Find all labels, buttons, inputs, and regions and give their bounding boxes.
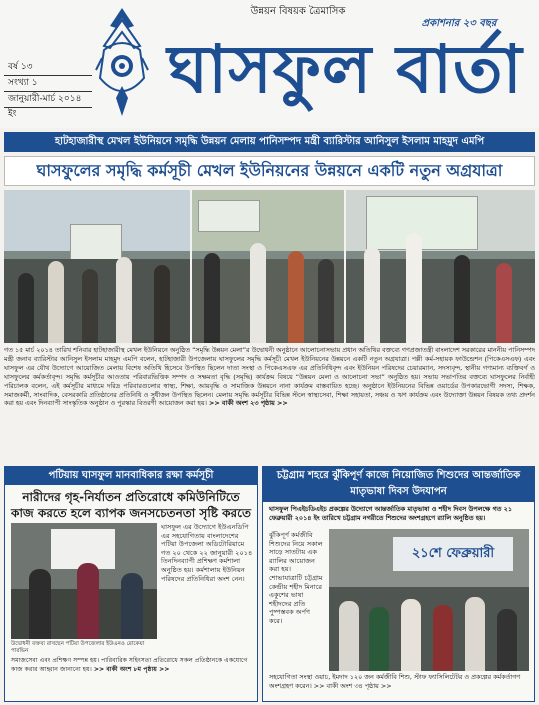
workshop-photo-caption: উদ্বোধনী বক্তব্য রাখছেন পটিয়া উপজেলার ইউএনও রোকেয়া পারভিন (11, 641, 145, 654)
photo-speakers (4, 190, 190, 343)
rally-banner: ২১শে ফেব্রুয়ারী (393, 537, 513, 571)
photo-stall-visit (192, 190, 344, 343)
language-day-tail: সহযোগিতা সংস্থা ওয়াচ, ইমদাদ ১২০ জন কর্মজীবি শিশু, স্টাফ ফ্যাসিলিটেটর ও প্রকল্পের কর্মকর্তাগণ অংশগ্রহণ করেন। >> বাকী অংশ ৩৪ পৃষ্ঠায় >> (269, 673, 521, 690)
issue-date: জানুয়ারী-মার্চ ২০১৪ ইং (4, 92, 92, 108)
issue-number: সংখ্যা ১ (4, 76, 92, 92)
rally-photo (329, 529, 529, 671)
photo-minister-speech (346, 190, 535, 343)
human-rights-continued: >> বাকী অংশ ৮ম পৃষ্ঠায় >> (93, 665, 170, 673)
issue-info (4, 60, 92, 119)
lead-article (4, 346, 535, 464)
masthead (0, 0, 539, 128)
human-rights-tail (11, 657, 253, 674)
language-day-lead: ঘাসফুল পিএইচডিএইচ প্রকল্পের উদ্যোগে আন্তর্জাতিক মাতৃভাষা ও শহীদ দিবস উপলক্ষে গত ২১ ফেব্রুয়ারী ২০১৪ ইং তারিখে চট্টগ্রাম নগরীতে শিশুদের অংশগ্রহণে র‍্যালি অনুষ্ঠিত হয়। (269, 505, 512, 522)
publication-subtitle: উন্নয়ন বিষয়ক ত্রৈমাসিক (250, 6, 346, 17)
language-day-story (262, 466, 535, 702)
language-day-tag: চট্টগ্রাম শহরে ঝুঁকিপূর্ণ কাজে নিয়োজিত শিশুদের আন্তর্জাতিক মাতৃভাষা দিবস উদযাপন (263, 467, 534, 502)
ghashful-logo-icon (94, 6, 150, 118)
newsletter-title: ঘাসফুল বার্তা (167, 31, 523, 108)
human-rights-column: ঘাসফুল এর উদ্যোগে ইউএনডিপি এর সহযোগিতায় বাংলাদেশের পটিয়া উপজেলা অডিটোরিয়ামে গত ২০ থেকে ২২ জানুয়ারী ২০১৪ তিনদিনব্যাপী প্রশিক্ষণ কর্মশালা অনুষ্ঠিত হয়। কর্মশালায় ইউনিয়ন পরিষদের প্রতিনিধিরা অংশ নেন। (161, 523, 253, 583)
sub-headline: ঘাসফুলের সমৃদ্ধি কর্মসূচী মেখল ইউনিয়নের উন্নয়নে একটি নতুন অগ্রযাত্রা (4, 156, 535, 186)
human-rights-tag: পটিয়ায় ঘাসফুল মানবাধিকার রক্ষা কর্মসূচী (5, 467, 257, 485)
photo-strip (4, 190, 535, 343)
main-headline: হাটহাজারীস্থ মেখল ইউনিয়নে সমৃদ্ধি উন্নয়ন মেলায় পানিসম্পদ মন্ত্রী ব্যারিস্টার আনিসুল ইসলাম মাহমুদ এমপি (4, 132, 535, 152)
workshop-photo (11, 523, 157, 639)
lead-article-body: গত ১৫ মার্চ ২০১৪ তারিখ শনিবার হাটহাজারীস্থ মেখল ইউনিয়নে অনুষ্ঠিত “সমৃদ্ধি উন্নয়ন মেলা”র উদ্বোধনী অনুষ্ঠানে আলোচনাসভায় প্রধান অতিথির বক্তব্যে গণপ্রজাতন্ত্রী বাংলাদেশ সরকারের মাননীয় পানিসম্পদ মন্ত্রী জনাব ব্যারিস্টার আনিসুল ইসলাম মাহমুদ এমপি বলেন, হাটহাজারী উপজেলায় ঘাসফুলের সমৃদ্ধি কর্মসূচী মেখল ইউনিয়নের উন্নয়নে একটি নতুন অগ্রযাত্রা। পল্লী কর্ম-সহায়ক ফাউন্ডেশন (পিকেএসএফ) এবং ঘাসফুল এর যৌথ উদ্যোগে আয়োজিত মেলায় বিশেষ অতিথি হিসেবে উপস্থিত ছিলেন দাতা সংস্থা ও পিকেএসএফ এর প্রতিনিধিবৃন্দ এবং ইউনিয়ন পরিষদের চেয়ারম্যান, সদস্যবৃন্দ, স্থানীয় গণ্যমান্য ব্যক্তিবর্গ ও ঘাসফুলের কর্মকর্তাবৃন্দ। সমৃদ্ধি কর্মসূচীর আওতায় পরিবারভিত্তিক সম্পদ ও সক্ষমতা বৃদ্ধি (সমৃদ্ধি) কার্যক্রম বিষয়ে “উন্নয়ন মেলা ও আলোচনা সভা” অনুষ্ঠিত হয়। সভায় সভাপতির বক্তব্যে ঘাসফুলের নির্বাহী পরিচালক বলেন, এই কর্মসূচীর মাধ্যমে দরিদ্র পরিবারগুলোর স্বাস্থ্য, শিক্ষা, আয়বৃদ্ধি ও সামাজিক উন্নয়নে নানা কার্যক্রম বাস্তবায়িত হচ্ছে। অনুষ্ঠানে ইউনিয়নের বিভিন্ন ওয়ার্ডের উপকারভোগী সদস্য, শিক্ষক, সমাজকর্মী, সাংবাদিক, বেসরকারি প্রতিষ্ঠানের প্রতিনিধি ও সুধীজন উপস্থিত ছিলেন। মেলায় সমৃদ্ধি কর্মসূচীর বিভিন্ন স্টলে স্বাস্থ্যসেবা, শিক্ষা সহায়তা, সঞ্চয় ও ঋণ কার্যক্রম এবং উদ্যোক্তা উন্নয়ন বিষয়ক তথ্য প্রদর্শন করা হয় এবং দিনব্যাপী সাংস্কৃতিক অনুষ্ঠান ও পুরস্কার বিতরণী আয়োজন করা হয়। (4, 346, 535, 408)
anniversary-note: প্রকাশনার ২৩ বছর (421, 18, 497, 29)
human-rights-headline: নারীদের গৃহ-নির্যাতন প্রতিরোধে কমিউনিটিতে কাজ করতে হলে ব্যাপক জনসচেতনতা সৃষ্টি করতে (11, 490, 251, 520)
language-day-column: ঝুঁকিপূর্ণ কর্মজীবি শিশুদের নিয়ে সকাল সাড়ে সাতটায় এক র‍্যালির আয়োজন করা হয়। শোভাযাত্রাটি চট্টগ্রাম কেন্দ্রীয় শহীদ মিনারে একুশের ভাষা শহীদদের প্রতি পুষ্পস্তবক অর্পণ করে। (269, 531, 323, 625)
human-rights-tail-text: সমাজসেবা এবং প্রশিক্ষণ সম্পন্ন হয়। পারিবারিক সহিংসতা প্রতিরোধে সকল প্রতিষ্ঠানকে একযোগে কাজ করার আহ্বান জানানো হয়। (11, 657, 248, 673)
human-rights-story (4, 466, 258, 702)
issue-volume: বর্ষ ১৩ (4, 60, 92, 76)
lead-article-continued: >> বাকী অংশ ২৩ পৃষ্ঠায় >> (209, 399, 288, 408)
